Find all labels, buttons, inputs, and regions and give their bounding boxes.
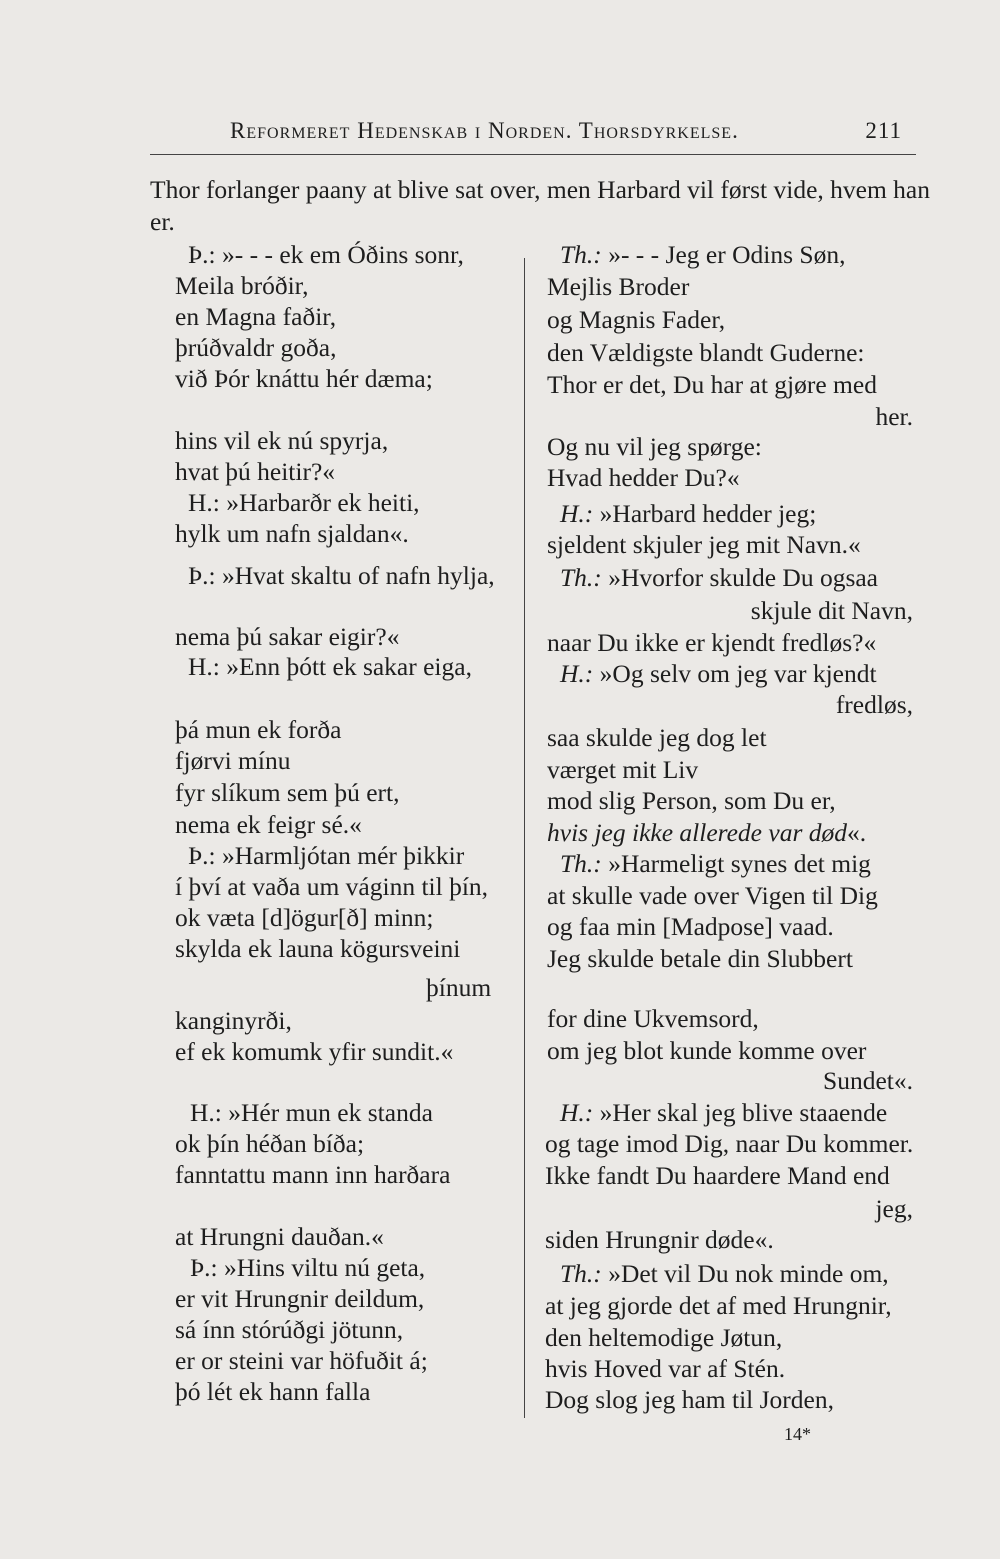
norse-verse-line: en Magna faðir, <box>175 302 337 331</box>
danish-verse-line: og tage imod Dig, naar Du kommer. <box>545 1129 914 1158</box>
signature-mark: 14* <box>784 1424 811 1444</box>
danish-verse-line: Th.: »Hvorfor skulde Du ogsaa <box>560 563 879 592</box>
danish-verse-line: hvis jeg ikke allerede var død«. <box>547 818 867 847</box>
norse-verse-line: ok þín héðan bíða; <box>175 1129 365 1158</box>
danish-verse-line: Dog slog jeg ham til Jorden, <box>545 1385 834 1414</box>
danish-verse-line: at skulle vade over Vigen til Dig <box>547 881 878 910</box>
norse-verse-line: Meila bróðir, <box>175 271 309 300</box>
norse-verse-line: hvat þú heitir?« <box>175 457 336 486</box>
speaker-label: Th.: <box>560 240 602 269</box>
norse-verse-line: Þ.: »Hvat skaltu of nafn hylja, <box>188 561 495 590</box>
norse-verse-line: í því at vaða um váginn til þín, <box>175 872 489 901</box>
danish-verse-line: Og nu vil jeg spørge: <box>547 432 762 461</box>
header-rule <box>150 154 916 155</box>
norse-verse-line: fanntattu mann inn harðara <box>175 1160 451 1189</box>
norse-verse-line: fjørvi mínu <box>175 746 291 775</box>
danish-verse-line: Th.: »- - - Jeg er Odins Søn, <box>560 240 846 269</box>
norse-verse-line: sá ínn stórúðgi jötunn, <box>175 1315 404 1344</box>
danish-verse-line: om jeg blot kunde komme over <box>547 1036 867 1065</box>
norse-verse-line: fyr slíkum sem þú ert, <box>175 778 400 807</box>
speaker-label: H.: <box>560 499 594 528</box>
danish-verse-line: Th.: »Harmeligt synes det mig <box>560 849 871 878</box>
danish-verse-line: her. <box>875 402 913 431</box>
danish-verse-line: skjule dit Navn, <box>750 596 913 625</box>
danish-verse-line: H.: »Og selv om jeg var kjendt <box>560 659 877 688</box>
danish-verse-line: for dine Ukvemsord, <box>547 1004 759 1033</box>
running-head <box>230 118 930 144</box>
danish-verse-line: fredløs, <box>835 690 913 719</box>
italic-phrase: hvis jeg ikke allerede var død <box>547 818 847 847</box>
danish-verse-line: Hvad hedder Du?« <box>547 463 740 492</box>
danish-verse-line: den Vældigste blandt Guderne: <box>547 338 865 367</box>
danish-verse-line: Jeg skulde betale din Slubbert <box>547 944 853 973</box>
danish-verse-line: Thor er det, Du har at gjøre med <box>547 370 877 399</box>
norse-verse-line: við Þór knáttu hér dæma; <box>175 364 433 393</box>
norse-verse-line: Þ.: »Hins viltu nú geta, <box>190 1253 426 1282</box>
danish-verse-line: H.: »Harbard hedder jeg; <box>560 499 817 528</box>
norse-verse-line: er vit Hrungnir deildum, <box>175 1284 425 1313</box>
norse-verse-line: nema ek feigr sé.« <box>175 810 362 839</box>
speaker-label: Th.: <box>560 849 602 878</box>
norse-verse-line: nema þú sakar eigir?« <box>175 622 400 651</box>
norse-verse-line: H.: »Harbarðr ek heiti, <box>188 488 420 517</box>
norse-verse-line: þá mun ek forða <box>175 715 342 744</box>
norse-verse-line: Þ.: »- - - ek em Óðins sonr, <box>188 240 464 269</box>
norse-verse-line: þó lét ek hann falla <box>175 1377 371 1406</box>
norse-verse-line: Þ.: »Harmljótan mér þikkir <box>188 841 465 870</box>
danish-verse-line: Th.: »Det vil Du nok minde om, <box>560 1259 889 1288</box>
norse-verse-line: er or steini var höfuðit á; <box>175 1346 428 1375</box>
norse-verse-line: ok væta [d]ögur[ð] minn; <box>175 903 434 932</box>
danish-verse-line: Mejlis Broder <box>547 272 690 301</box>
norse-verse-line: kanginyrði, <box>175 1006 292 1035</box>
speaker-label: H.: <box>560 659 594 688</box>
norse-verse-line: hins vil ek nú spyrja, <box>175 426 389 455</box>
speaker-label: Th.: <box>560 1259 602 1288</box>
norse-verse-line: skylda ek launa kögursveini <box>175 934 461 963</box>
danish-verse-line: saa skulde jeg dog let <box>547 723 767 752</box>
danish-verse-line: jeg, <box>875 1194 913 1223</box>
danish-verse-line: og Magnis Fader, <box>547 305 726 334</box>
running-title: Reformeret Hedenskab i Norden. Thorsdyrkelse. <box>230 118 739 143</box>
danish-verse-line: Ikke fandt Du haardere Mand end <box>545 1161 890 1190</box>
norse-verse-line: þínum <box>426 973 492 1002</box>
danish-verse-line: mod slig Person, som Du er, <box>547 786 836 815</box>
column-divider <box>524 258 525 1418</box>
norse-verse-line: H.: »Hér mun ek standa <box>190 1098 433 1127</box>
page-number: 211 <box>865 118 902 143</box>
danish-verse-line: at jeg gjorde det af med Hrungnir, <box>545 1291 892 1320</box>
danish-verse-line: sjeldent skjuler jeg mit Navn.« <box>547 530 861 559</box>
norse-verse-line: H.: »Enn þótt ek sakar eiga, <box>188 652 472 681</box>
norse-verse-line: þrúðvaldr goða, <box>175 333 337 362</box>
danish-verse-line: og faa min [Madpose] vaad. <box>547 912 834 941</box>
danish-verse-line: naar Du ikke er kjendt fredløs?« <box>547 628 877 657</box>
intro-paragraph: Thor forlanger paany at blive sat over, men Harbard vil først vide, hvem han er. <box>150 175 931 236</box>
danish-verse-line: hvis Hoved var af Stén. <box>545 1354 786 1383</box>
danish-verse-line: H.: »Her skal jeg blive staaende <box>560 1098 888 1127</box>
danish-verse-line: Sundet«. <box>823 1066 913 1095</box>
speaker-label: H.: <box>560 1098 594 1127</box>
speaker-label: Th.: <box>560 563 602 592</box>
danish-verse-line: værget mit Liv <box>547 755 699 784</box>
danish-verse-line: den heltemodige Jøtun, <box>545 1323 783 1352</box>
norse-verse-line: hylk um nafn sjaldan«. <box>175 519 409 548</box>
norse-verse-line: ef ek komumk yfir sundit.« <box>175 1037 454 1066</box>
norse-verse-line: at Hrungni dauðan.« <box>175 1222 384 1251</box>
danish-verse-line: siden Hrungnir døde«. <box>545 1225 774 1254</box>
